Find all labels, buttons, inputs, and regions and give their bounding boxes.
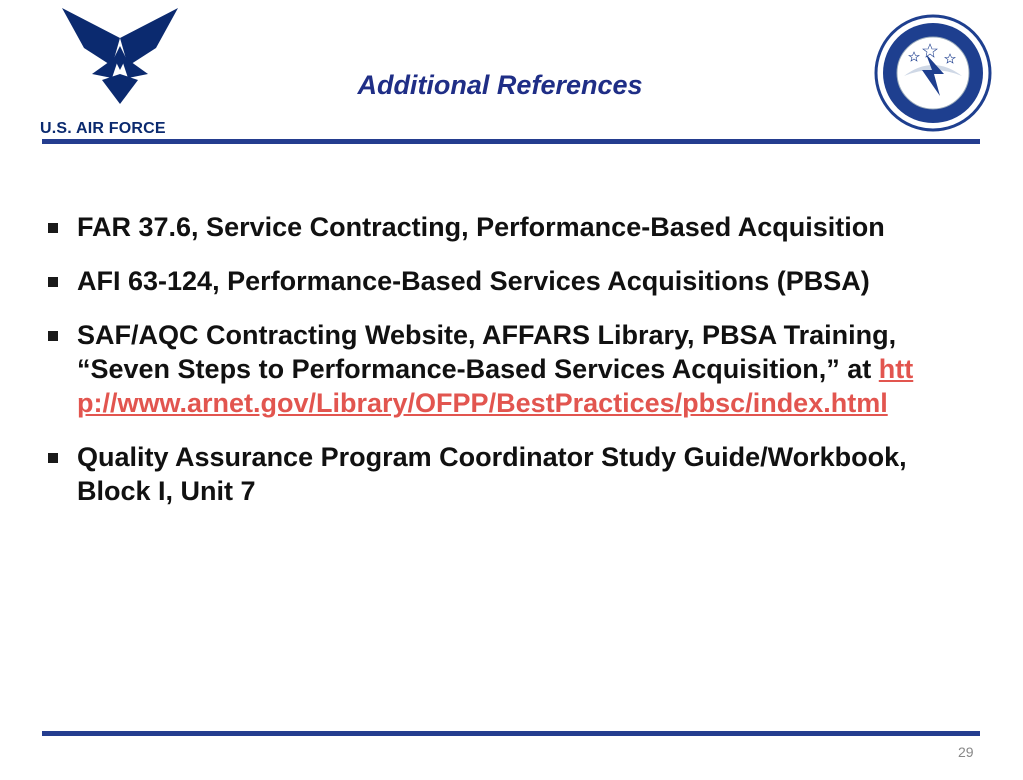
reference-text: AFI 63-124, Performance-Based Services Acquisitions (PBSA) [77,266,870,296]
air-force-wordmark: U.S. AIR FORCE [40,120,166,137]
reference-text: SAF/AQC Contracting Website, AFFARS Library, PBSA Training, “Seven Steps to Performance-Based Services Acquisition,” at [77,320,897,384]
air-force-contracting-seal [874,14,992,132]
references-list [46,210,946,528]
footer-rule [42,731,980,736]
reference-text: FAR 37.6, Service Contracting, Performance-Based Acquisition [77,212,885,242]
list-item [46,210,946,244]
reference-link[interactable]: http://www.arnet.gov/Library/OFPP/BestPractices/pbsc/index.html [77,354,914,418]
page-number: 29 [958,744,974,760]
list-item [46,264,946,298]
list-item [46,318,946,420]
bullet-square-icon [48,331,58,341]
bullet-square-icon [48,453,58,463]
header-rule [42,139,980,144]
bullet-square-icon [48,223,58,233]
reference-text: Quality Assurance Program Coordinator Study Guide/Workbook, Block I, Unit 7 [77,442,907,506]
list-item [46,440,946,508]
bullet-square-icon [48,277,58,287]
page-title: Additional References [357,70,643,100]
